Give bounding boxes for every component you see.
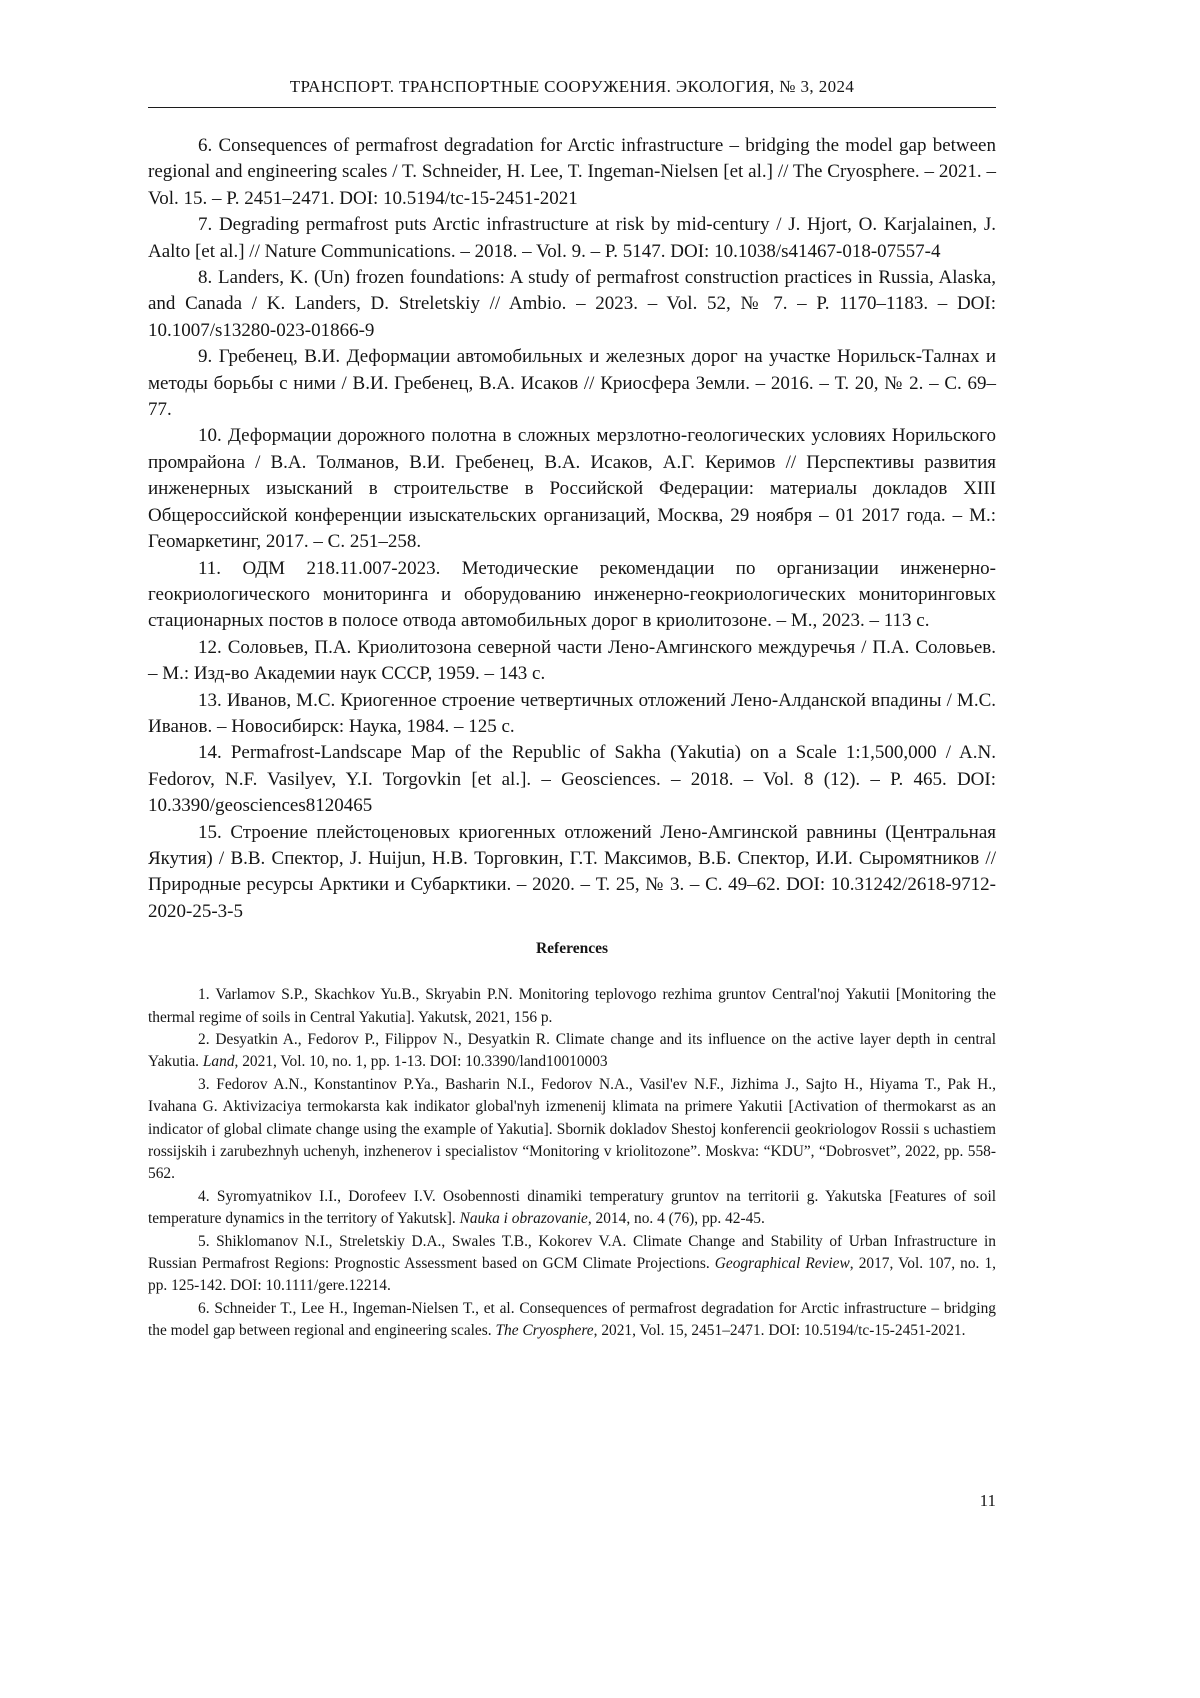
text-segment: 1. Varlamov S.P., Skachkov Yu.B., Skryabin P.N. Monitoring teplovogo rezhima gruntov Central'noj Yakutii [Monitoring the thermal regime of soils in Central Yakutia]. Yakutsk, 2021, 156 p. [148, 986, 996, 1026]
running-header [148, 0, 996, 108]
reference-entry [148, 984, 996, 1029]
text-segment: , 2021, Vol. 15, 2451–2471. DOI: 10.5194/tc-15-2451-2021. [593, 1322, 966, 1340]
journal-title: ТРАНСПОРТ. ТРАНСПОРТНЫЕ СООРУЖЕНИЯ. ЭКОЛОГИЯ, № 3, 2024 [289, 77, 855, 96]
reference-entry [148, 1074, 996, 1186]
text-segment: 5. Shiklomanov N.I., Streletskiy D.A., Swales T.B., Kokorev V.A. Climate Change and Stability of Urban Infrastructure in Russian Permafrost Regions: Prognostic Assessment based on GCM Climate Projections. [148, 1232, 996, 1273]
bibliography-entry: 6. Consequences of permafrost degradation for Arctic infrastructure – bridging the model gap between regional and engineering scales / T. Schneider, H. Lee, T. Ingeman-Nielsen [et al.] // The Cryosphere. – 2021. – Vol. 15. – P. 2451–2471. DOI: 10.5194/tc-15-2451-2021 [148, 135, 996, 209]
reference-entry [148, 1231, 996, 1298]
bibliography-entry: 13. Иванов, М.С. Криогенное строение четвертичных отложений Лено-Алданской впадины / М.С. Иванов. – Новосибирск: Наука, 1984. – 125 с. [148, 689, 996, 737]
text-segment: 2. Desyatkin A., Fedorov P., Filippov N., Desyatkin R. Climate change and its influence on the active layer depth in central Yakutia. [148, 1031, 996, 1071]
reference-entry [148, 1186, 996, 1231]
bibliography-entry: 10. Деформации дорожного полотна в сложных мерзлотно-геологических условиях Норильского промрайона / В.А. Толманов, В.И. Гребенец, В.А. Исаков, А.Г. Керимов // Перспективы развития инженерных изысканий в строительстве в Российской Федерации: материалы докладов XIII Общероссийской конференции изыскательских организаций, Москва, 29 ноября – 01 2017 года. – М.: Геомаркетинг, 2017. – С. 251–258. [148, 425, 996, 553]
bibliography-entry: 7. Degrading permafrost puts Arctic infrastructure at risk by mid-century / J. Hjort, O. Karjalainen, J. Aalto [et al.] // Nature Communications. – 2018. – Vol. 9. – P. 5147. DOI: 10.1038/s41467-018-07557-4 [148, 214, 996, 262]
text-segment: , 2017, Vol. 107, no. 1, pp. 125-142. DOI: 10.1111/gere.12214. [148, 1255, 997, 1295]
reference-entry [148, 1298, 996, 1343]
references-list [148, 984, 996, 1343]
reference-entry [148, 1029, 996, 1074]
text-segment: The Cryosphere [495, 1322, 594, 1340]
references-heading: References [535, 940, 608, 958]
bibliography-entry: 11. ОДМ 218.11.007-2023. Методические рекомендации по организации инженерно-геокриологического мониторинга и оборудованию инженерно-геокриологических мониторинговых стационарных постов в полосе отвода автомобильных дорог в криолитозоне. – М., 2023. – 113 с. [148, 557, 996, 632]
bibliography-entry: 14. Permafrost-Landscape Map of the Republic of Sakha (Yakutia) on a Scale 1:1,500,000 / A.N. Fedorov, N.F. Vasilyev, Y.I. Torgovkin [et al.]. – Geosciences. – 2018. – Vol. 8 (12). – P. 465. DOI: 10.3390/geosciences8120465 [148, 742, 996, 817]
text-segment: Land [202, 1053, 235, 1071]
bibliography-entry: 12. Соловьев, П.А. Криолитозона северной части Лено-Амгинского междуречья / П.А. Соловьев. – М.: Изд-во Академии наук СССР, 1959. – 143 с. [148, 636, 996, 685]
text-segment: Geographical Review [714, 1255, 850, 1273]
page-content [148, 0, 996, 1343]
bibliography-entry: 9. Гребенец, В.И. Деформации автомобильных и железных дорог на участке Норильск-Талнах и методы борьбы с ними / В.И. Гребенец, В.А. Исаков // Криосфера Земли. – 2016. – Т. 20, № 2. – С. 69–77. [148, 346, 996, 421]
bibliography-list [148, 133, 996, 925]
text-segment: 6. Schneider T., Lee H., Ingeman-Nielsen T., et al. Consequences of permafrost degradation for Arctic infrastructure – bridging the model gap between regional and engineering scales. [148, 1299, 996, 1340]
text-segment: 4. Syromyatnikov I.I., Dorofeev I.V. Osobennosti dinamiki temperatury gruntov na territorii g. Yakutska [Features of soil temperature dynamics in the territory of Yakutsk]. [148, 1187, 996, 1228]
text-segment: , 2021, Vol. 10, no. 1, pp. 1-13. DOI: 10.3390/land10010003 [234, 1053, 608, 1071]
text-segment: , 2014, no. 4 (76), pp. 42-45. [587, 1210, 765, 1228]
bibliography-entry: 8. Landers, K. (Un) frozen foundations: A study of permafrost construction practices in Russia, Alaska, and Canada / K. Landers, D. Streletskiy // Ambio. – 2023. – Vol. 52, № 7. – P. 1170–1183. – DOI: 10.1007/s13280-023-01866-9 [148, 267, 996, 341]
bibliography-entry: 15. Строение плейстоценовых криогенных отложений Лено-Амгинской равнины (Центральная Якутия) / В.В. Спектор, J. Huijun, Н.В. Торговкин, Г.Т. Максимов, В.Б. Спектор, И.И. Сыромятников // Природные ресурсы Арктики и Субарктики. – 2020. – Т. 25, № 3. – С. 49–62. DOI: 10.31242/2618-9712-2020-25-3-5 [148, 821, 996, 922]
text-segment: Nauka i obrazovanie [459, 1210, 588, 1228]
text-segment: 3. Fedorov A.N., Konstantinov P.Ya., Basharin N.I., Fedorov N.A., Vasil'ev N.F., Jizhima J., Sajto H., Hiyama T., Pak H., Ivahana G. Aktivizaciya termokarsta kak indikator global'nyh izmenenij klimata na primere Yakutii [Activation of thermokarst as an indicator of global climate change using the example of Yakutia]. Sbornik dokladov Shestoj konferencii geokriologov Rossii s uchastiem rossijskih i zarubezhnyh uchenyh, inzhenerov i specialistov “Monitoring v kriolitozone”. Moskva: “KDU”, “Dobrosvet”, 2022, pp. 558-562. [148, 1075, 996, 1183]
page-number: 11 [979, 1491, 996, 1510]
